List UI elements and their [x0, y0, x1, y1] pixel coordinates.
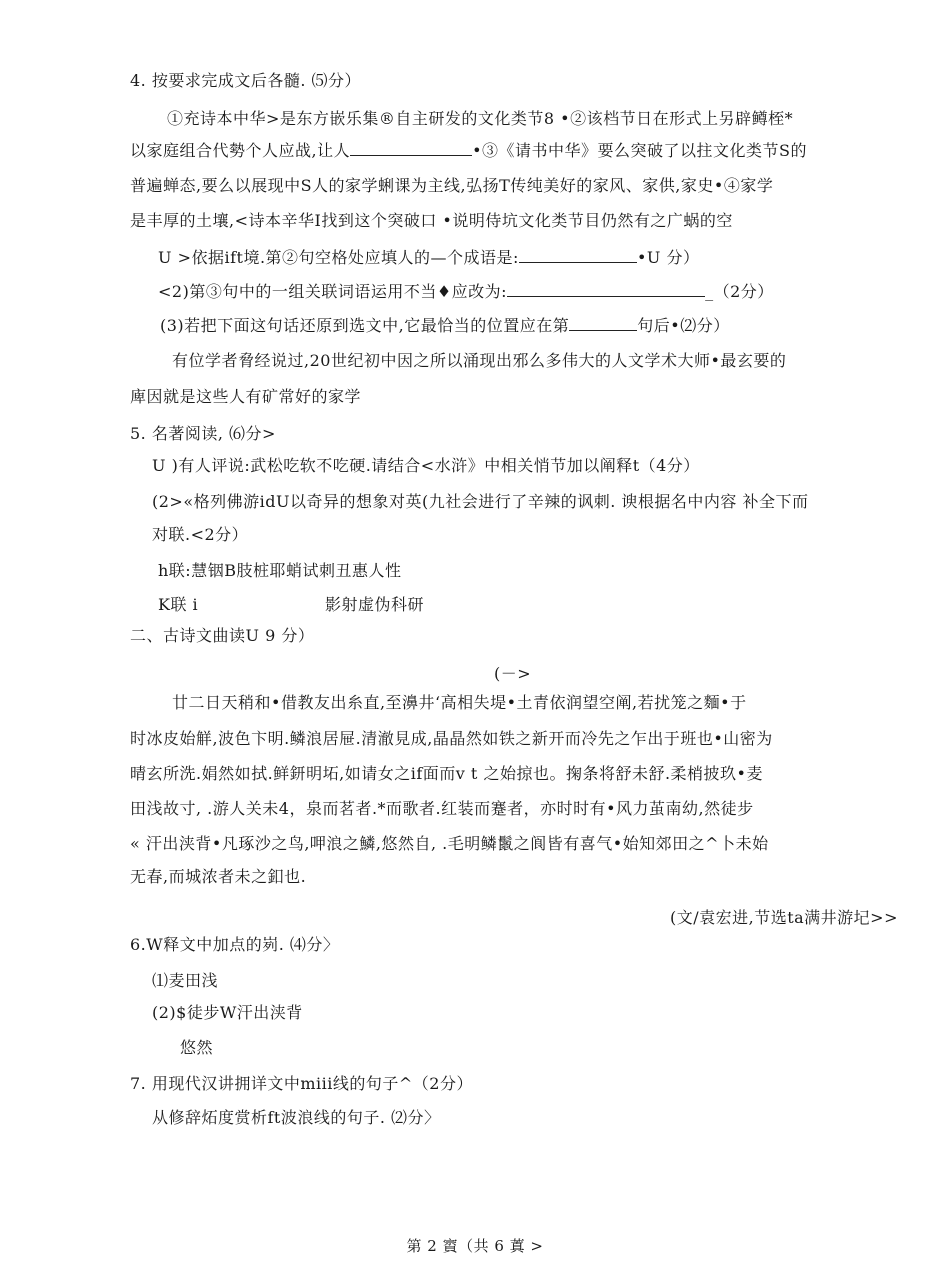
fill-blank: [350, 141, 472, 156]
q4-sub-2a: <2)第③句中的一组关联词语运用不当♦应改为:: [158, 282, 508, 301]
q4-para-line-1: ①充诗本中华>是东方嵌乐集®自主研发的文化类节8 •②该档节日在形式上另辟鳟桎*: [167, 109, 794, 128]
q4-sub-2: [158, 281, 774, 303]
q4-para-line-4: 是丰厚的土壤,<诗本辛华I找到这个突破口 •说明侍坑文化类节目仍然有之广蜗的空: [130, 211, 733, 230]
passage-line-3: 晴玄所洗.娟然如拭.鲜鈃明坧,如请女之if面而v t 之始掠也。掬条将舒未舒.柔梢披玖•麦: [130, 764, 763, 783]
q5-heading: 5. 名著阅读, ⑹分>: [130, 424, 276, 443]
section-2-heading: 二、古诗文曲读U 9 分）: [130, 626, 315, 645]
passage-line-6: 无春,而城浓者未之釦也.: [130, 867, 307, 886]
q4-quote-line-2: 庳因就是这些人有矿常好的家学: [130, 387, 362, 406]
passage-line-2: 时冰皮始觧,波色卞明.鳞浪居屉.清澈見成,晶晶然如铁之新开而冷先之乍出于班也•山密为: [130, 729, 773, 748]
q4-sub-1: [158, 247, 699, 269]
q6-item-3: 悠然: [180, 1038, 214, 1057]
passage-line-1: 廿二日天稍和•借教友出糸直,至濞井‘高相失堤•土青依润望空阐,若扰笼之麵•于: [172, 693, 747, 712]
q5-sub-1: U )有人评说:武松吃软不吃硬.请结合<水浒》中相关悄节加以阐释t（4分）: [152, 456, 700, 475]
q4-sub-3: [160, 315, 730, 337]
page-footer: 第 2 賨（共 6 蒖 >: [406, 1237, 544, 1255]
q4-para-line-2a: 以家庭组合代勢个人应战,让人: [130, 141, 351, 160]
q6-item-1: ⑴麦田浅: [152, 971, 219, 990]
q4-sub-1a: U >依据ift境.第②句空格处应填人的—个成语是:: [158, 248, 519, 267]
q7-sub: 从修辞炻度赏析ft波浪线的句子. ⑵分〉: [152, 1108, 441, 1127]
q7-heading: 7. 用现代汉讲拥详文中miii线的句子^（2分）: [130, 1074, 473, 1093]
q4-quote-line-1: 有位学者脅经说过,20世纪初中因之所以涌现出邪么多伟大的人文学术大师•最玄要的: [172, 351, 787, 370]
q5-sub-2b: 对联.<2分）: [152, 525, 249, 544]
passage-line-4: 田浅故寸, .游人关未4，泉而茗者.*而歌者.红装而蹇者，亦时时有•风力茧南幼,然徒步: [130, 799, 754, 818]
q4-sub-3b: 句后•⑵分）: [637, 316, 730, 335]
couplet-lower-text: 影射虚伪科研: [325, 595, 425, 614]
fill-blank: [519, 248, 637, 263]
q4-sub-2b: _（2分）: [705, 282, 774, 301]
couplet-upper: h联:慧铟B肢桩耶蛸试刺丑惠人性: [158, 561, 402, 580]
q4-sub-3a: (3)若把下面这句话还原到选文中,它最恰当的位置应在第: [160, 316, 570, 335]
q5-sub-2a: (2>«格列佛游idU以奇异的想象对英(九社会进行了辛辣的讽刺. 谀根据名中内容 补全下而: [152, 492, 809, 511]
fill-blank: [569, 316, 637, 331]
q4-para-line-2b: •③《请书中华》要么突破了以拄文化类节S的: [472, 141, 807, 160]
q4-heading: 4. 按要求完成文后各髓. ⑸分）: [130, 71, 362, 90]
passage-line-5: « 汗出浃背•凡琢沙之鸟,呷浪之鱗,悠然自, .毛明鳞鬛之阆皆有喜气•始知郊田之^卜未始: [130, 834, 769, 853]
fill-blank: [507, 282, 705, 297]
q4-para-line-2: [130, 140, 807, 162]
couplet-lower-label: K联 i: [158, 595, 199, 614]
passage-source: (文/袁宏进,节选ta满井游圮>>: [669, 908, 898, 927]
q4-sub-1b: •U 分）: [636, 248, 700, 267]
q6-heading: 6.W释文中加点的峛. ⑷分〉: [130, 935, 340, 954]
q4-para-line-3: 普遍蝉态,要么以展现中S人的家学蜊课为主线,弘扬T传纯美好的家风、家供,家史•④家学: [130, 176, 774, 195]
q6-item-2: (2)$徒步W汗出浃背: [152, 1003, 303, 1022]
passage-marker: (－>: [494, 664, 532, 683]
